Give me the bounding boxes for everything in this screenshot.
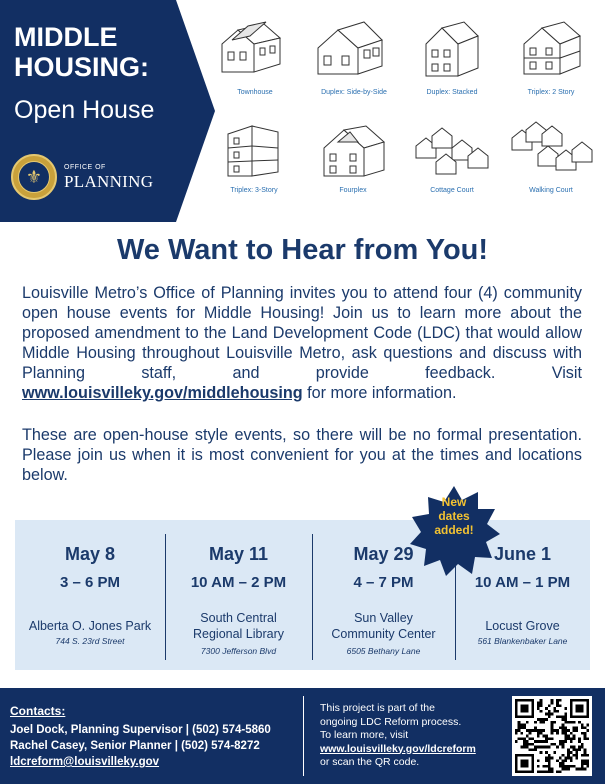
middle-housing-link[interactable]: www.louisvilleky.gov/middlehousing [22, 384, 303, 402]
duplex-stacked-icon [420, 14, 484, 84]
event-venue-line: Sun Valley [354, 611, 413, 625]
intro-text-end: for more information. [302, 384, 457, 402]
housing-label-walking-court: Walking Court [529, 187, 573, 194]
event-may-11 [165, 520, 312, 670]
badge-line-1: New [441, 495, 467, 509]
housing-label-fourplex: Fourplex [339, 187, 367, 194]
contacts-title: Contacts: [10, 704, 66, 718]
headline: We Want to Hear from You! [116, 234, 489, 266]
new-dates-badge [408, 495, 500, 537]
event-address: 561 Blankenbaker Lane [477, 636, 568, 646]
event-address: 6505 Bethany Lane [346, 646, 421, 656]
page-title [14, 22, 149, 82]
triplex-3-icon [222, 114, 286, 182]
event-time: 10 AM – 2 PM [190, 574, 287, 591]
qr-code-icon[interactable] [512, 696, 592, 776]
events-panel [15, 520, 590, 670]
note-line: or scan the QR code. [320, 756, 420, 768]
footer [0, 688, 605, 784]
event-date: June 1 [493, 544, 552, 564]
event-time: 4 – 7 PM [353, 574, 414, 591]
intro-paragraph [22, 283, 582, 403]
event-address: 744 S. 23rd Street [55, 636, 125, 646]
note-line: This project is part of the [320, 702, 435, 714]
event-date: May 8 [64, 544, 116, 564]
page-subtitle: Open House [14, 96, 155, 124]
open-house-paragraph: These are open-house style events, so there will be no formal presentation. Please join us when it is most convenient for you at the times and locations below. [22, 426, 582, 484]
event-venue-line: Community Center [331, 627, 436, 641]
badge-line-3: added! [434, 523, 474, 537]
housing-label-triplex-2: Triplex: 2 Story [527, 89, 575, 96]
footer-divider [303, 696, 304, 776]
triplex-2-icon [518, 14, 584, 84]
housing-label-duplex-side: Duplex: Side-by-Side [321, 89, 387, 96]
housing-label-duplex-stacked: Duplex: Stacked [426, 89, 478, 96]
contact-joel-dock: Joel Dock, Planning Supervisor | (502) 574-5860 [10, 724, 271, 736]
note-line: To learn more, visit [320, 729, 409, 741]
event-venue-line: South Central [200, 611, 277, 625]
housing-label-triplex-3: Triplex: 3-Story [230, 187, 278, 194]
event-date: May 11 [208, 544, 269, 564]
louisville-seal-logo [11, 154, 57, 200]
event-venue [312, 610, 455, 642]
event-address: 7300 Jefferson Blvd [200, 646, 277, 656]
event-date: May 29 [353, 544, 414, 564]
title-line-1: MIDDLE [14, 22, 118, 52]
event-time: 3 – 6 PM [59, 574, 121, 591]
event-venue [165, 610, 312, 642]
walking-court-icon [508, 120, 594, 180]
duplex-side-icon [312, 16, 388, 82]
badge-line-2: dates [438, 509, 470, 523]
housing-label-cottage-court: Cottage Court [430, 187, 474, 194]
fourplex-icon [318, 118, 388, 184]
event-venue-line: Regional Library [192, 627, 285, 641]
title-line-2: HOUSING: [14, 52, 149, 82]
townhouse-icon [218, 14, 294, 84]
ldc-reform-note [320, 702, 500, 770]
housing-label-townhouse: Townhouse [237, 89, 273, 96]
event-may-8 [15, 520, 165, 670]
event-time: 10 AM – 1 PM [474, 574, 571, 591]
office-of-label: OFFICE OF [64, 164, 106, 171]
intro-text: Louisville Metro’s Office of Planning invites you to attend four (4) community open house events for Middle Housing! Join us to learn more about the proposed amendment to the Land Development Code (LDC) that would allow Middle Housing throughout Louisville Metro, ask questions and discuss with Planning staff, and provide feedback. Visit [22, 284, 582, 382]
cottage-court-icon [412, 122, 492, 180]
ldc-reform-link[interactable]: www.louisvilleky.gov/ldcreform [320, 742, 476, 755]
planning-label: PLANNING [64, 172, 154, 191]
contact-rachel-casey: Rachel Casey, Senior Planner | (502) 574-8272 [10, 740, 260, 752]
event-venue: Locust Grove [485, 619, 560, 633]
event-venue: Alberta O. Jones Park [28, 619, 152, 633]
header-banner [0, 0, 605, 222]
fleur-de-lis-icon: ⚜ [18, 161, 50, 193]
contact-email-link[interactable]: ldcreform@louisvilleky.gov [10, 756, 160, 768]
note-line: ongoing LDC Reform process. [320, 715, 462, 728]
